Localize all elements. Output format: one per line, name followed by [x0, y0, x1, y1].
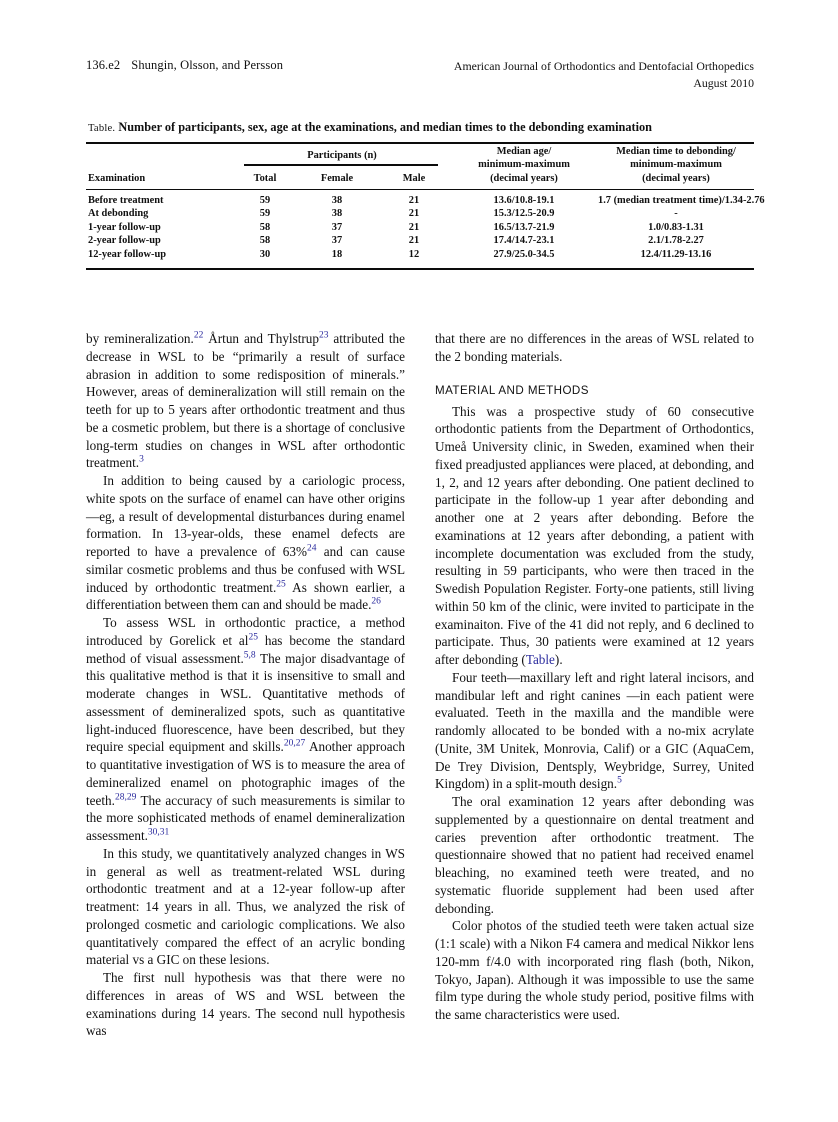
- median-age-line-3: (decimal years): [490, 172, 558, 184]
- cell-male: 21: [408, 195, 420, 207]
- paragraph-study-population: [435, 403, 754, 669]
- cell-median-age: 27.9/25.0-34.5: [493, 248, 555, 260]
- cell-male: 12: [408, 248, 420, 260]
- table-group-header-row: [86, 144, 754, 164]
- cell-median-time: 12.4/11.29-13.16: [640, 248, 712, 260]
- text-run: Four teeth—maxillary left and right lateral incisors, and mandibular left and right canines —in each patient were evaluated. Teeth in the maxilla and the mandible were randomly allocated to be bonded with a no-mix acrylate (Unite, 3M Unitek, Monrovia, Calif) or a GIC (AquaCem, De Trey Division, Dentsply, Weybridge, Surrey, United Kingdom) in a split-mouth design.: [435, 669, 754, 792]
- table-cross-reference-link[interactable]: Table: [525, 652, 555, 667]
- cell-total: 58: [259, 221, 271, 233]
- text-run: Another approach to quantitative investigation of WS is to measure the area of demineralized enamel on photographic images of the teeth.: [86, 739, 405, 808]
- text-run: As shown earlier, a differentiation between them can and should be made.: [86, 579, 405, 613]
- group-header-participants: Participants (n): [307, 149, 377, 161]
- cell-median-age: 15.3/12.5-20.9: [493, 208, 555, 220]
- paragraph-null-hypothesis: The first null hypothesis was that there were no differences in areas of WS and WSL between the examinations during 14 years. The second null hypothesis was: [86, 970, 405, 1039]
- cell-total: 59: [259, 195, 271, 207]
- cell-female: 37: [331, 235, 343, 247]
- median-age-line-1: Median age/: [496, 145, 552, 157]
- text-run: In addition to being caused by a cariologic process, white spots on the surface of enamel can have other origins—eg, a result of developmental disturbances during enamel formation. In 13-year-olds, these enamel defects are reported to have a prevalence of 63%: [86, 473, 405, 559]
- cell-total: 30: [259, 248, 271, 260]
- median-time-line-2: minimum-maximum: [630, 159, 722, 171]
- table-row: [86, 194, 754, 207]
- reference-marker-25b[interactable]: 25: [248, 632, 258, 643]
- text-run: by remineralization.: [86, 331, 194, 346]
- text-run: This was a prospective study of 60 consecutive orthodontic patients from the Department of Orthodontics, Umeå University clinic, in Sweden, examined when their fixed preadjusted appliances were placed, at debonding, and 1, 2, and 12 years after debonding. One patient declined to participate in the follow-up 1 year after debonding and another one at 2 years after debonding. Before the examinations at 12 years after debonding, a patient with incomplete documentation was excluded from the study, resulting in 59 participants, who were then traced in the Swedish Population Register. Forty-one patients, still living within 50 km of the clinic, were invited to participate in the examinaiton. Five of the 41 did not reply, and 6 declined to participate. Thus, 30 patients were examined at 12 years after debonding (: [435, 403, 754, 667]
- participants-table: [86, 142, 765, 270]
- text-run: Årtun and Thylstrup: [203, 331, 319, 346]
- median-age-line-2: minimum-maximum: [478, 159, 570, 171]
- table-rule-bottom: [86, 269, 754, 270]
- paragraph-assessment-methods: [86, 614, 405, 845]
- cell-female: 18: [331, 248, 343, 260]
- cell-median-age: 13.6/10.8-19.1: [493, 195, 555, 207]
- cell-total: 59: [259, 208, 271, 220]
- text-run: The major disadvantage of this qualitative method is that it is insensitive to small and moderate changes in WSL. Quantitative methods of assessment of demineralized spots, such as quantitative light-induced fluorescence, have been described, but they require special equipment and skills.: [86, 650, 405, 755]
- cell-total: 58: [259, 235, 271, 247]
- paragraph-teeth-bonding: [435, 669, 754, 793]
- reference-marker-30-31[interactable]: 30,31: [147, 827, 170, 838]
- paragraph-study-aim: In this study, we quantitatively analyzed changes in WS in general as well as treatment-related WSL during orthodontic treatment and at a 12-year follow-up after treatment: 14 years in all. Thus, we analyzed the risk of prolonged cosmetic and cariologic complications. We also quantitatively compared the effect of an acrylic bonding material vs a GIC on these lesions.: [86, 845, 405, 968]
- table-spacer-before-bottom-rule: [86, 261, 754, 269]
- cell-female: 38: [331, 208, 343, 220]
- journal-title: American Journal of Orthodontics and Dentofacial Orthopedics: [453, 59, 754, 73]
- text-run: The accuracy of such measurements is similar to the more sophisticated methods of enamel demineralization assessment.: [86, 792, 405, 843]
- table-row: [86, 247, 754, 260]
- cell-median-age: 17.4/14.7-23.1: [493, 235, 555, 247]
- cell-median-time: 2.1/1.78-2.27: [648, 235, 704, 247]
- col-header-examination: Examination: [88, 172, 146, 184]
- col-header-median-time: [598, 144, 754, 189]
- running-head-right: [454, 58, 754, 92]
- table-row: [86, 234, 754, 247]
- cell-median-time: -: [674, 208, 678, 220]
- col-header-female: Female: [320, 172, 354, 184]
- cell-median-time: 1.0/0.83-1.31: [648, 221, 704, 233]
- running-head-authors: Shungin, Olsson, and Persson: [131, 58, 284, 72]
- cell-female: 38: [331, 195, 343, 207]
- body-columns: [86, 330, 754, 1040]
- cell-male: 21: [408, 221, 420, 233]
- section-heading-material-and-methods: MATERIAL AND METHODS: [435, 383, 589, 397]
- table-caption: [86, 120, 754, 136]
- text-run: To assess WSL in orthodontic practice, a method introduced by Gorelick et al: [86, 615, 405, 648]
- cell-examination: At debonding: [88, 208, 149, 220]
- reference-marker-26[interactable]: 26: [371, 596, 381, 607]
- reference-marker-24[interactable]: 24: [306, 543, 317, 554]
- table-row: [86, 221, 754, 234]
- paragraph-remineralization: [86, 330, 405, 472]
- table-row: [86, 207, 754, 220]
- text-run: ).: [554, 652, 563, 667]
- reference-marker-25[interactable]: 25: [276, 579, 286, 590]
- right-column: [435, 330, 754, 1040]
- reference-marker-5-8[interactable]: 5,8: [243, 650, 256, 661]
- cell-examination: Before treatment: [88, 195, 164, 207]
- col-header-median-age: [450, 144, 598, 189]
- left-column: [86, 330, 405, 1040]
- paragraph-hypothesis-continued: that there are no differences in the areas of WSL related to the 2 bonding materials.: [435, 331, 754, 364]
- cell-male: 21: [408, 208, 420, 220]
- text-run: and can cause similar cosmetic problems and thus be confused with WSL induced by orthodontic treatment.: [86, 544, 405, 595]
- col-header-total: Total: [253, 172, 277, 184]
- issue-date: August 2010: [693, 75, 754, 90]
- reference-marker-5[interactable]: 5: [617, 775, 622, 786]
- paragraph-other-origins: [86, 472, 405, 614]
- text-run: attributed the decrease in WSL to be “primarily a result of surface abrasion in addition to some redisposition of minerals.” However, areas of demineralization will still remain on the teeth for up to 5 years after orthodontic treatment and thus be a cosmetic problem, but there is a shortage of conclusive long-term studies on changes in WSL after orthodontic treatment.: [86, 331, 405, 471]
- cell-median-time: 1.7 (median treatment time)/1.34-2.76: [598, 195, 765, 207]
- cell-median-age: 16.5/13.7-21.9: [493, 221, 555, 233]
- reference-marker-23[interactable]: 23: [318, 330, 329, 341]
- reference-marker-20-27[interactable]: 20,27: [283, 738, 306, 749]
- table-caption-text: Number of participants, sex, age at the examinations, and median times to the debonding examination: [118, 120, 652, 134]
- reference-marker-3[interactable]: 3: [139, 454, 144, 465]
- cell-examination: 2-year follow-up: [88, 235, 161, 247]
- page-folio: 136.e2: [86, 58, 121, 72]
- reference-marker-22[interactable]: 22: [193, 330, 204, 341]
- cell-female: 37: [331, 221, 343, 233]
- reference-marker-28-29[interactable]: 28,29: [114, 792, 137, 803]
- median-time-line-3: (decimal years): [642, 172, 710, 184]
- paragraph-photography: Color photos of the studied teeth were taken actual size (1:1 scale) with a Nikon F4 camera and medical Nikkor lens 120-mm f/4.0 with incorporated ring flash (both, Nikon, Tokyo, Japan). Although it was impossible to use the same film type during the whole study period, positive films with the same characteristics were used.: [435, 918, 754, 1022]
- col-header-male: Male: [402, 172, 426, 184]
- group-header-spacer: [86, 144, 234, 164]
- table-block: [86, 120, 765, 270]
- cell-examination: 1-year follow-up: [88, 221, 161, 233]
- running-head: [86, 58, 754, 92]
- cell-examination: 12-year follow-up: [88, 248, 167, 260]
- paragraph-questionnaire: The oral examination 12 years after debonding was supplemented by a questionnaire on dental treatment and caries prevention after orthodontic treatment. The questionnaire showed that no patient had received enamel bleaching, no examined teeth were treated, and no systematic fluoride supplement had been used after debonding.: [435, 794, 754, 916]
- text-run: has become the standard method of visual assessment.: [86, 632, 405, 666]
- running-head-left: [86, 58, 283, 73]
- median-time-line-1: Median time to debonding/: [616, 145, 736, 157]
- cell-male: 21: [408, 235, 420, 247]
- table-label: Table.: [88, 123, 116, 134]
